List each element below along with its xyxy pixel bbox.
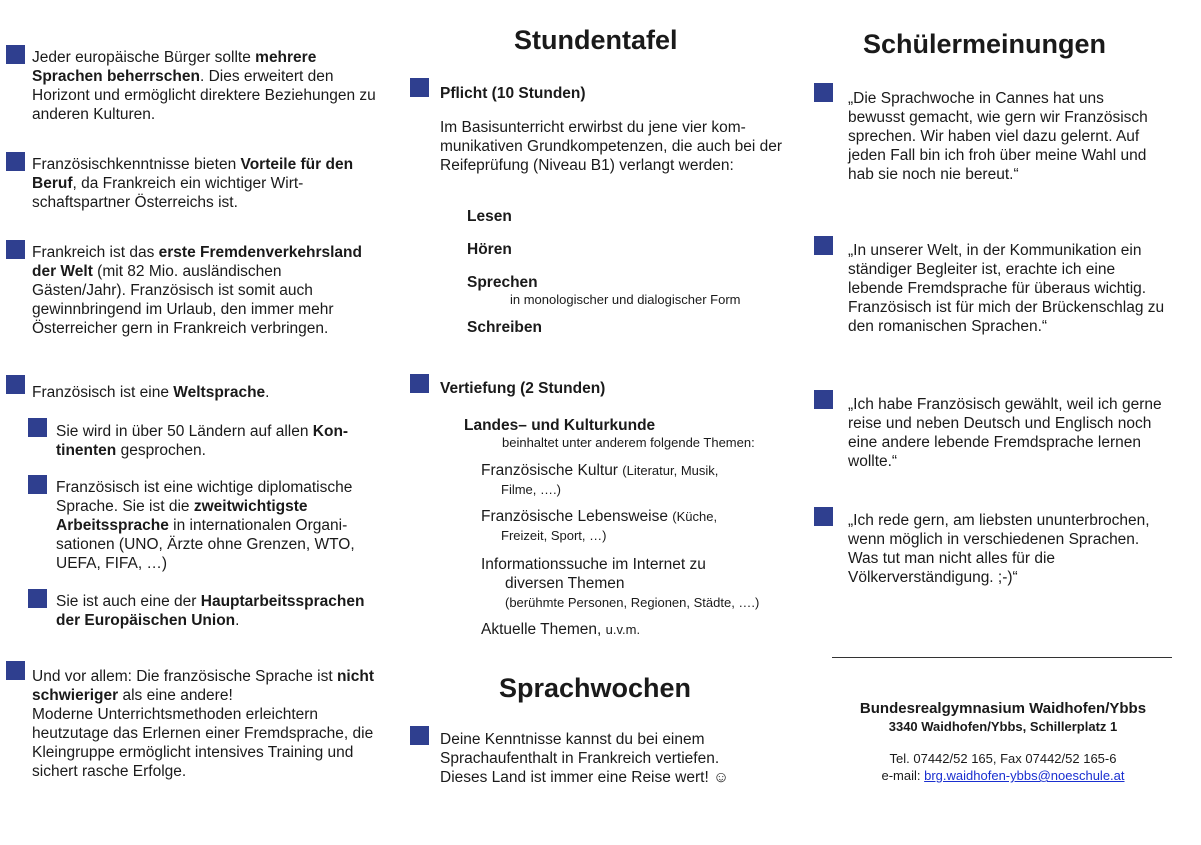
bullet-square <box>410 78 429 97</box>
landes-note: beinhaltet unter anderem folgende Themen: <box>502 435 755 450</box>
pflicht-text: Im Basisunterricht erwirbst du jene vier kommunikativen Grundkompetenzen, die auch bei der Reifeprüfung (Niveau B1) verlangt werden: <box>440 119 783 174</box>
landes-heading: Landes– und Kulturkunde <box>464 417 656 434</box>
school-address: 3340 Waidhofen/Ybbs, Schillerplatz 1 <box>888 719 1118 734</box>
school-name: Bundesrealgymnasium Waidhofen/Ybbs <box>859 700 1147 717</box>
topic-aktuelle: Aktuelle Themen, u.v.m. <box>481 621 641 638</box>
school-contact <box>832 700 1174 784</box>
sub-paragraph-continents: Sie wird in über 50 Ländern auf allen Kontinenten gesprochen. <box>56 423 349 459</box>
paragraph-not-difficult: Und vor allem: Die französische Sprache ist nicht schwieriger als eine andere! Moderne Unterrichtsmethoden erleichtern heutzutage das Erlernen einer Fremdsprache, die Kleingruppe ermöglicht intensives Training und sichert rasche Erfolge. <box>32 668 374 780</box>
bullet-square <box>28 418 47 437</box>
stundentafel-title: Stundentafel <box>514 25 678 55</box>
sprechen-note: in monologischer und dialogischer Form <box>510 292 741 307</box>
paragraph-languages: Jeder europäische Bürger sollte mehrere Sprachen beherrschen. Dies erweitert den Horizont und ermöglicht direktere Beziehungen zu anderen Kulturen. <box>32 49 376 123</box>
skill-sprechen: Sprechen <box>467 274 538 291</box>
bullet-square <box>6 240 25 259</box>
quote-1: „Die Sprachwoche in Cannes hat uns bewusst gemacht, wie gern wir Französisch sprechen. Wir haben viel dazu gelernt. Auf jeden Fall bin ich froh über meine Wahl und hab sie noch nie bereut.“ <box>848 90 1148 183</box>
skill-schreiben: Schreiben <box>467 319 542 336</box>
bullet-square <box>410 726 429 745</box>
bullet-square <box>814 83 833 102</box>
school-phone: Tel. 07442/52 165, Fax 07442/52 165-6 <box>889 751 1117 766</box>
divider-line <box>832 657 1172 658</box>
bullet-square <box>6 661 25 680</box>
paragraph-world-language: Französisch ist eine Weltsprache. <box>32 384 270 401</box>
bullet-square <box>28 589 47 608</box>
topic-lebensweise: Französische Lebensweise (Küche, Freizeit, Sport, …) <box>481 508 718 543</box>
quote-3: „Ich habe Französisch gewählt, weil ich gerne reise und neben Deutsch und Englisch noch eine andere lebende Fremdsprache lernen wollte.“ <box>848 396 1162 470</box>
bullet-square <box>6 45 25 64</box>
email-link[interactable]: brg.waidhofen-ybbs@noeschule.at <box>924 768 1125 783</box>
pflicht-heading: Pflicht (10 Stunden) <box>440 85 586 102</box>
sub-paragraph-diplomacy: Französisch ist eine wichtige diplomatische Sprache. Sie ist die zweitwichtigste Arbeitssprache in internationalen Organisationen (UNO, Ärzte ohne Grenzen, WTO, UEFA, FIFA, …) <box>56 479 355 572</box>
topic-internet: Informationssuche im Internet zu diversen Themen (berühmte Personen, Regionen, Städte, ….) <box>481 556 760 610</box>
bullet-square <box>814 507 833 526</box>
bullet-square <box>814 236 833 255</box>
paragraph-career: Französischkenntnisse bieten Vorteile für den Beruf, da Frankreich ein wichtiger Wirtschaftspartner Österreichs ist. <box>32 156 354 211</box>
skill-lesen: Lesen <box>467 208 512 225</box>
quote-2: „In unserer Welt, in der Kommunikation ein ständiger Begleiter ist, erachte ich eine lebende Fremdsprache für überaus wichtig. Französisch ist für mich der Brückenschlag zu den romanischen Sprachen.“ <box>848 242 1165 335</box>
vertiefung-heading: Vertiefung (2 Stunden) <box>440 380 606 397</box>
bullet-square <box>6 375 25 394</box>
school-email-row <box>832 767 1174 784</box>
sprachwochen-text: Deine Kenntnisse kannst du bei einem Sprachaufenthalt in Frankreich vertiefen. Dieses Land ist immer eine Reise wert! ☺ <box>440 731 729 786</box>
paragraph-tourism: Frankreich ist das erste Fremdenverkehrsland der Welt (mit 82 Mio. ausländischen Gästen/Jahr). Französisch ist somit auch gewinnbringend im Urlaub, den immer mehr Österreicher gern in Frankreich verbringen. <box>32 244 362 337</box>
topic-kultur: Französische Kultur (Literatur, Musik, Filme, ….) <box>481 462 719 497</box>
bullet-square <box>410 374 429 393</box>
bullet-square <box>6 152 25 171</box>
bullet-square <box>28 475 47 494</box>
quote-4: „Ich rede gern, am liebsten ununterbrochen, wenn möglich in verschiedenen Sprachen. Was tut man nicht alles für die Völkerverständigung. ;-)“ <box>848 512 1150 586</box>
bullet-square <box>814 390 833 409</box>
sub-paragraph-eu: Sie ist auch eine der Hauptarbeitssprachen der Europäischen Union. <box>56 593 365 629</box>
sprachwochen-title: Sprachwochen <box>499 673 692 703</box>
skill-hoeren: Hören <box>467 241 512 258</box>
email-label: e-mail: <box>881 768 921 783</box>
schuelermeinungen-title: Schülermeinungen <box>863 29 1107 59</box>
